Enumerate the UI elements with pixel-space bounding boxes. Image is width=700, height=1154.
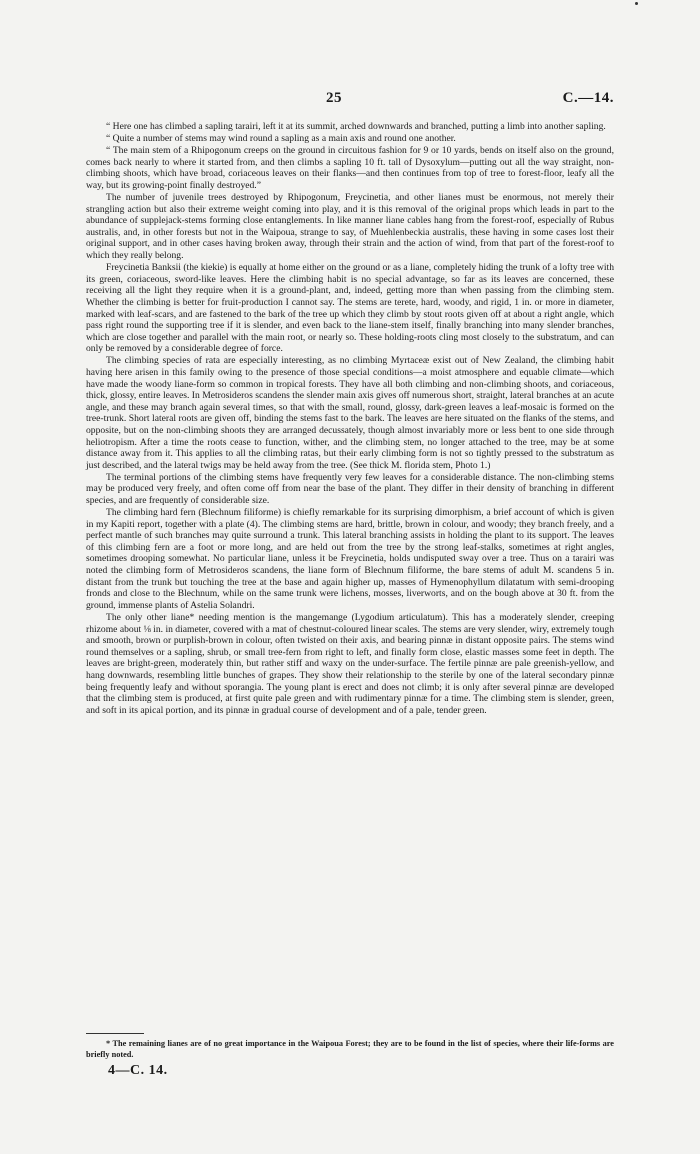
paragraph: The number of juvenile trees destroyed by Rhipogonum, Freycinetia, and other lianes must be enormous, not merely their strangling action but also their extreme weight coming into play, and it is this removal of the original props which leads in part to the abundance of supplejack-stems forming close entanglements. In like manner liane cables hang from the forest-roof, especially of Rubus australis, and, in other forests but not in the Waipoua, strange to say, of Muehlenbeckia australis, these having in some cases lost their original support, and in other cases having broken away, through their strain and the action of wind, from that part of the forest-roof to which they really belong. (86, 192, 614, 262)
paragraph: “ Quite a number of stems may wind round a sapling as a main axis and round one another. (106, 133, 456, 145)
footnote (86, 1039, 614, 1060)
paragraph: The only other liane* needing mention is the mangemange (Lygodium articulatum). This has a moderately slender, creeping rhizome about ⅛ in. in diameter, covered with a mat of chestnut-coloured linear scales. The stems are very slender, wiry, extremely tough and smooth, brown or purplish-brown in colour, often twisted on their axis, and bearing pinnæ in distant opposite pairs. The stems wind round themselves or a sapling, shrub, or small tree-fern from right to left, and finally form close, elastic masses some feet in depth. The leaves are bright-green, moderately thin, but rather stiff and waxy on the under-surface. The fertile pinnæ are pale greenish-yellow, and hang downwards, resembling little bunches of grapes. They show their relationship to the sterile by one of the lateral secondary pinnæ being frequently leafy and without sporangia. The young plant is erect and does not climb; it is only after several pinnæ are developed that the climbing stem is produced, at first quite pale green and with rudimentary pinnæ for a time. The climbing stem is slender, green, and soft in its apical portion, and its pinnæ in gradual course of development and of a pale, tender green. (86, 611, 614, 716)
paragraph: “ Here one has climbed a sapling tarairi, left it at its summit, arched downwards and branched, putting a limb into another sapling. (106, 121, 606, 132)
paragraph: The terminal portions of the climbing stems have frequently very few leaves for a considerable distance. The non-climbing stems may be produced very freely, and often come off from near the base of the plant. They differ in their density of branching in different species, and are frequently of considerable size. (86, 471, 614, 506)
body-text (86, 121, 614, 716)
footnote-rule (86, 1033, 144, 1034)
paragraph: Freycinetia Banksii (the kiekie) is equally at home either on the ground or as a liane, completely hiding the trunk of a lofty tree with its green, coriaceous, sword-like leaves. Here the climbing habit is no special advantage, so far as its leaves are concerned, these receiving all the light they require when it is a ground-plant, and, indeed, getting more than when passing from the climbing stem. Whether the climbing is better for fruit-production I cannot say. The stems are terete, hard, woody, and rigid, 1 in. or more in diameter, marked with leaf-scars, and are fastened to the bark of the tree up which they climb by stout roots given off at about a right angle, which pass right round the supporting tree if it is slender, and even back to the liane-stem itself, finally branching into many slender branches, which are close together and parallel with the main root, or nearly so. These holding-roots cling most closely to the substratum, and can only be removed by a considerable degree of force. (86, 262, 614, 355)
paragraph: The climbing species of rata are especially interesting, as no climbing Myrtaceæ exist out of New Zealand, the climbing habit having here arisen in this family owing to the presence of those special conditions—a moist atmosphere and equable climate—which have made the woody liane-form so common in tropical forests. They have all both climbing and non-climbing shoots, and coriaceous, thick, glossy, entire leaves. In Metrosideros scandens the slender main axis gives off numerous short, straight, lateral branches at an acute angle, and these may branch again several times, so that with the small, round, glossy, dark-green leaves a leaf-mosaic is formed on the tree-trunk. Short lateral roots are given off, binding the stems fast to the bark. The leaves are here situated on the flanks of the stems, and opposite, but on the non-climbing shoots they are arranged decussately, though almost invariably more or less bent to one side through heliotropism. After a time the roots cease to function, wither, and the climbing stem, no longer attached to the tree, may be at some distance away from it. This applies to all the climbing ratas, but their early climbing form is not so tightly pressed to the substratum as just described, and the lateral twigs may be held away from the tree. (See thick M. florida stem, Photo 1.) (86, 355, 614, 471)
document-reference: C.—14. (562, 90, 614, 106)
paragraph: “ The main stem of a Rhipogonum creeps on the ground in circuitous fashion for 9 or 10 yards, bends on itself also on the ground, comes back nearly to where it started from, and then climbs a sapling 10 ft. tall of Dysoxylum—putting out all the way straight, non-climbing shoots, which have broad, coriaceous leaves on their flanks—and then continues from top of tree to forest-floor, leafy all the way, but its growing-point finally destroyed.” (86, 145, 614, 191)
paragraph: The climbing hard fern (Blechnum filiforme) is chiefly remarkable for its surprising dimorphism, a brief account of which is given in my Kapiti report, together with a plate (4). The climbing stems are hard, brittle, brown in colour, and woody; they branch freely, and a perfect mantle of such branches may quite surround a trunk. This lateral branching assists in holding the plant to its support. The leaves of this climbing fern are a foot or more long, and are held out from the tree by the strong leaf-stalks, sometimes at right angles, sometimes drooping somewhat. No particular liane, unless it be Freycinetia, holds undisputed sway over a tree. Thus on a tarairi was noted the climbing form of Metrosideros scandens, the liane form of Blechnum filiforme, the bare stems of adult M. scandens 5 in. distant from the trunk but touching the tree at the base and again higher up, masses of Hymenophyllum dilatatum with semi-drooping fronds and close to the Blechnum, while on the same trunk were lichens, mosses, liverworts, and on the bough above at 30 ft. from the ground, immense plants of Astelia Solandri. (86, 507, 614, 611)
page-number: 25 (326, 90, 342, 106)
print-speck (635, 2, 638, 5)
sheet-signature: 4—C. 14. (108, 1063, 168, 1078)
footnote-text: * The remaining lianes are of no great importance in the Waipoua Forest; they are to be found in the list of species, where their life-forms are briefly noted. (86, 1039, 614, 1059)
